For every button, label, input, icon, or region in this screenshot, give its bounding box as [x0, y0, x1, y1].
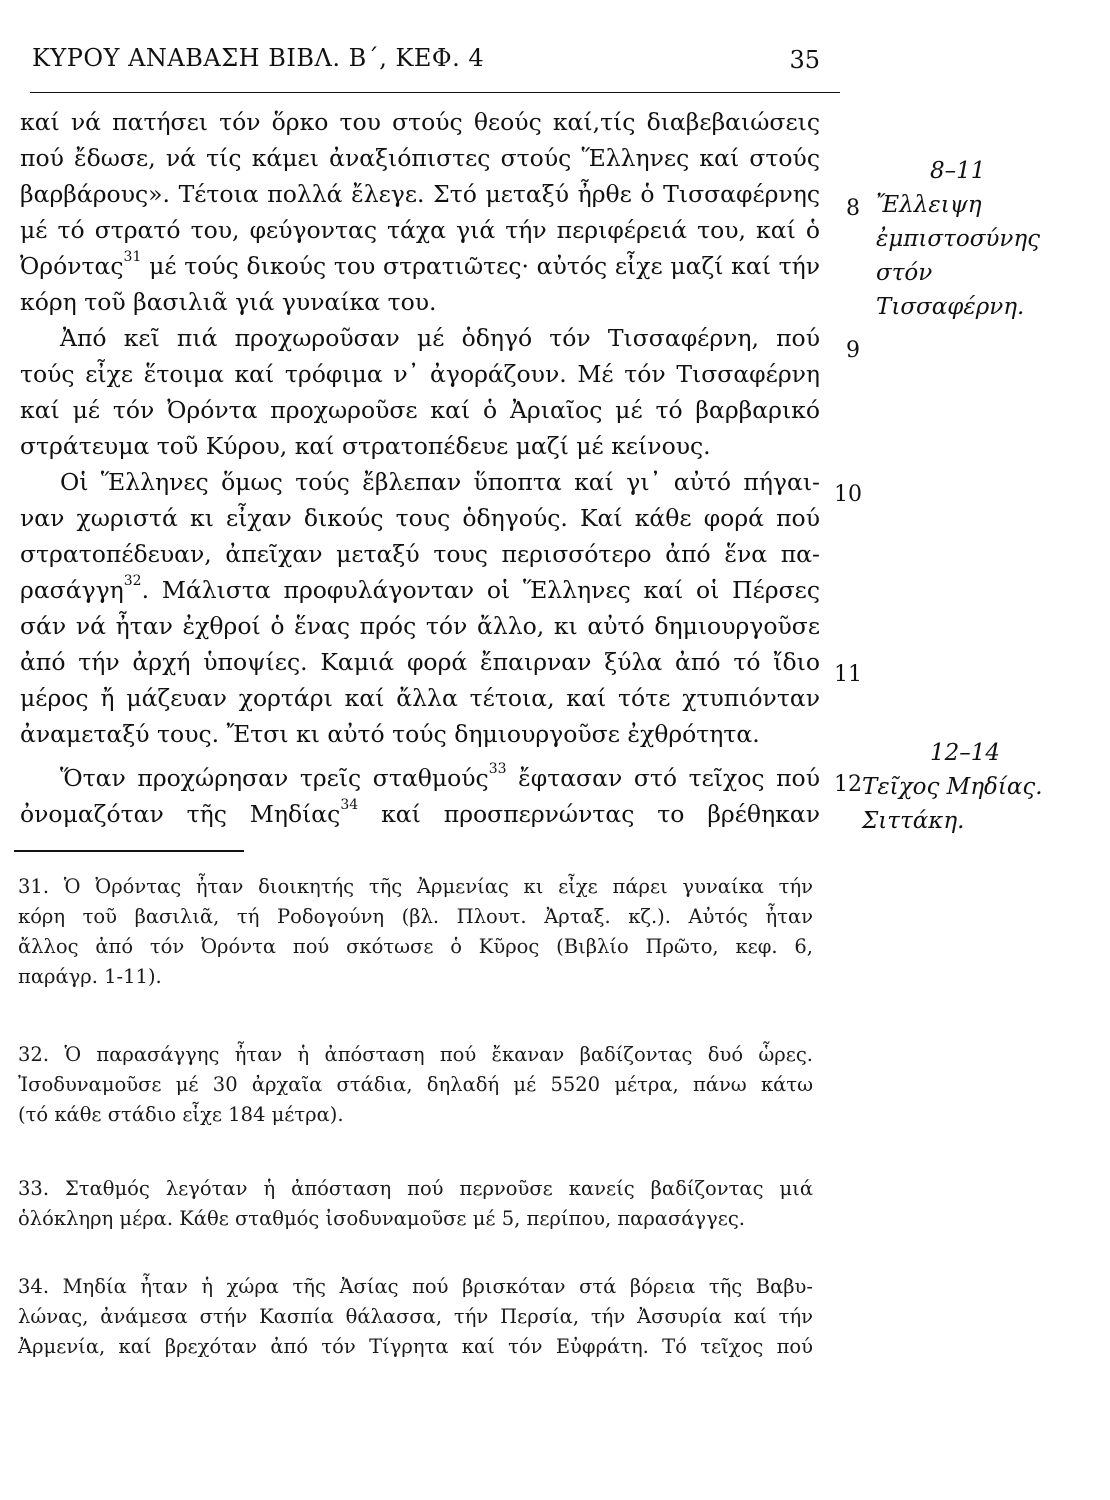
text-line: σάν νά ἦταν ἐχθροί ὁ ἕνας πρός τόν ἄλλο, κι αὐτό δημιουργοῦσε [20, 612, 820, 640]
footnote-line: 33. Σταθμός λεγόταν ἡ ἀπόσταση πού περνοῦσε κανείς βαδίζοντας μιά [18, 1177, 813, 1200]
text-line: καί νά πατήσει τόν ὅρκο του στούς θεούς καί,τίς διαβεβαιώσεις [20, 108, 820, 136]
text-line: καί μέ τόν Ὀρόντα προχωροῦσε καί ὁ Ἀριαῖος μέ τό βαρβαρικό [20, 396, 820, 424]
footnote-line: κόρη τοῦ βασιλιᾶ, τή Ροδογούνη (βλ. Πλουτ. Ἀρταξ. κζ.). Αὐτός ἦταν [18, 905, 813, 928]
text-fragment: . Μάλιστα προφυλάγονταν οἱ Ἕλληνες καί οἱ Πέρσες [141, 576, 820, 604]
footnote-line: ὁλόκληρη μέρα. Κάθε σταθμός ἰσοδυναμοῦσε μέ 5, περίπου, παρασάγγες. [18, 1207, 745, 1230]
margin-line: Σιττάκη. [862, 808, 965, 834]
text-line: μέ τό στρατό του, φεύγοντας τάχα γιά τήν περιφέρειά του, καί ὁ [20, 216, 820, 244]
text-line [20, 249, 820, 286]
text-fragment: ἔφτασαν στό τεῖχος πού [518, 764, 820, 792]
page-number: 35 [789, 46, 820, 74]
header-title: ΚΥΡΟΥ ΑΝΑΒΑΣΗ ΒΙΒΛ. Β΄, ΚΕΦ. 4 [32, 44, 485, 72]
footnote-line: παράγρ. 1-11). [18, 965, 162, 988]
footnote-ref-34: 34 [340, 797, 359, 814]
margin-line: ἐμπιστοσύνης [876, 226, 1041, 252]
running-header [32, 44, 840, 84]
verse-number: 11 [834, 662, 862, 687]
footnote-ref-33: 33 [488, 761, 507, 778]
text-fragment: ρασάγγη [20, 576, 124, 604]
name-orontas: Ὀρόντας [20, 252, 124, 280]
footnote-line: (τό κάθε στάδιο εἶχε 184 μέτρα). [18, 1103, 344, 1126]
text-line: στρατοπέδευαν, ἀπεῖχαν μεταξύ τους περισσότερο ἀπό ἕνα πα- [20, 540, 820, 568]
footnote-line: Ἀρμενία, καί βρεχόταν ἀπό τόν Τίγρητα καί τόν Εὐφράτη. Τό τεῖχος πού [18, 1335, 813, 1358]
footnote-line: 34. Μηδία ἦταν ἡ χώρα τῆς Ἀσίας πού βρισκόταν στά βόρεια τῆς Βαβυ- [18, 1275, 813, 1298]
footnote-line: λώνας, ἀνάμεσα στήν Κασπία θάλασσα, τήν Περσία, τήν Ἀσσυρία καί τήν [18, 1305, 813, 1328]
text-line: βαρβάρους». Τέτοια πολλά ἔλεγε. Στό μεταξύ ἦρθε ὁ Τισσαφέρνης [20, 180, 820, 208]
footnote-line: Ἰσοδυναμοῦσε μέ 30 ἀρχαῖα στάδια, δηλαδή μέ 5520 μέτρα, πάνω κάτω [18, 1073, 813, 1096]
verse-number: 8 [846, 196, 860, 221]
verse-number: 9 [846, 338, 860, 363]
footnote-ref-31: 31 [123, 249, 142, 266]
margin-line: Τεῖχος Μηδίας. [862, 774, 1043, 800]
margin-line: Τισσαφέρνη. [876, 294, 1025, 320]
text-line: τούς εἶχε ἕτοιμα καί τρόφιμα ν᾽ ἀγοράζουν. Μέ τόν Τισσαφέρνη [20, 360, 820, 388]
text-fragment: καί προσπερνώντας το βρέθηκαν [381, 800, 820, 828]
text-line [20, 797, 820, 834]
text-line: ἀπό τήν ἀρχή ὑποψίες. Καμιά φορά ἔπαιρναν ξύλα ἀπό τό ἴδιο [20, 648, 820, 676]
verse-number: 12 [834, 772, 862, 797]
text-line: στράτευμα τοῦ Κύρου, καί στρατοπέδευε μαζί μέ κείνους. [20, 432, 711, 460]
margin-line: στόν [876, 260, 933, 286]
verse-number: 10 [834, 482, 862, 507]
text-line: Ἀπό κεῖ πιά προχωροῦσαν μέ ὁδηγό τόν Τισσαφέρνη, πού [60, 324, 820, 352]
text-fragment: μέ τούς δικούς του στρατιῶτες· αὐτός εἶχε μαζί καί τήν [149, 252, 820, 280]
footnote-rule [14, 850, 244, 852]
text-fragment: ὀνομαζόταν τῆς Μηδίας [20, 800, 341, 828]
text-line: ναν χωριστά κι εἶχαν δικούς τους ὁδηγούς. Καί κάθε φορά πού [20, 504, 820, 532]
header-rule [30, 92, 840, 93]
text-line: ἀναμεταξύ τους. Ἔτσι κι αὐτό τούς δημιουργοῦσε ἐχθρότητα. [20, 720, 760, 748]
margin-line: Ἔλλειψη [876, 192, 982, 218]
footnote-line: ἄλλος ἀπό τόν Ὀρόντα πού σκότωσε ὁ Κῦρος (Βιβλίο Πρῶτο, κεφ. 6, [18, 935, 813, 958]
text-line: πού ἔδωσε, νά τίς κάμει ἀναξιόπιστες στούς Ἕλληνες καί στούς [20, 144, 820, 172]
margin-range: 12–14 [930, 740, 1001, 766]
text-fragment: Ὅταν προχώρησαν τρεῖς σταθμούς [60, 764, 489, 792]
text-line [20, 573, 820, 610]
text-line [20, 761, 820, 798]
footnote-line: 32. Ὁ παρασάγγης ἦταν ἡ ἀπόσταση πού ἔκαναν βαδίζοντας δυό ὧρες. [18, 1043, 813, 1066]
footnote-line: 31. Ὁ Ὀρόντας ἦταν διοικητής τῆς Ἀρμενίας κι εἶχε πάρει γυναίκα τήν [18, 875, 813, 898]
text-line: κόρη τοῦ βασιλιᾶ γιά γυναίκα του. [20, 288, 437, 316]
footnote-ref-32: 32 [123, 573, 142, 590]
text-line: Οἱ Ἕλληνες ὅμως τούς ἔβλεπαν ὕποπτα καί γι᾽ αὐτό πήγαι- [60, 468, 820, 496]
text-line: μέρος ἤ μάζευαν χορτάρι καί ἄλλα τέτοια, καί τότε χτυπιόνταν [20, 684, 820, 712]
margin-range: 8–11 [930, 158, 986, 184]
